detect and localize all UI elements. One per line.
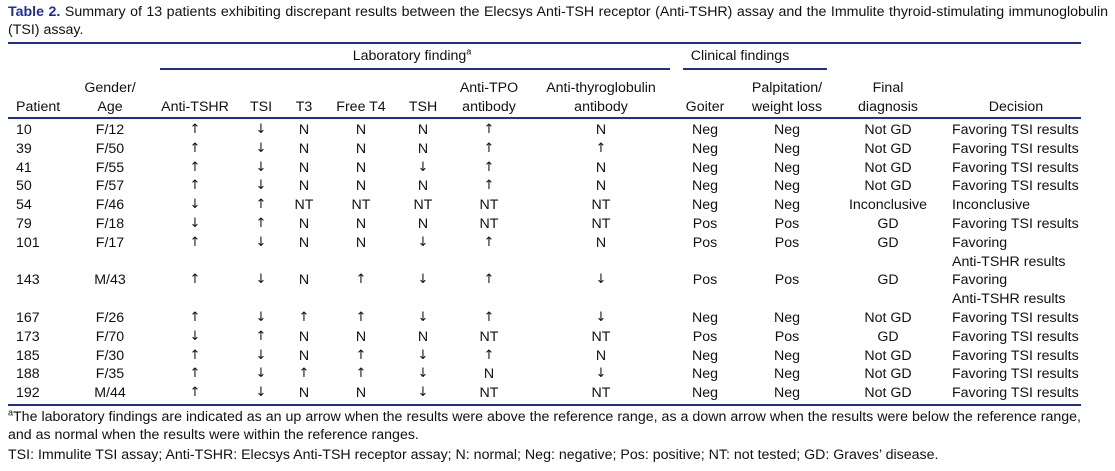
cell-palpitation: Neg (773, 197, 801, 214)
cell-patient: 192 (16, 385, 40, 402)
cell-patient: 10 (16, 122, 32, 138)
column-header-gender-age: Age (97, 98, 123, 115)
cell-anti-tg: ↓ (595, 272, 607, 288)
cell-goiter: Neg (691, 310, 719, 326)
column-header-palpitation: weight loss (751, 98, 823, 115)
group-line-clinical (683, 68, 827, 70)
cell-tsh: NT (413, 197, 433, 214)
cell-tsh: ↓ (417, 347, 429, 363)
cell-palpitation: Neg (773, 385, 801, 402)
cell-t3: ↑ (298, 366, 310, 382)
cell-tsi: ↓ (255, 178, 267, 194)
cell-free-t4: ↑ (355, 310, 367, 325)
cell-tsi: ↓ (255, 272, 267, 288)
cell-tsh: ↓ (417, 234, 429, 250)
column-header-tsi: TSI (249, 98, 273, 115)
cell-final-dx: Not GD (864, 347, 912, 364)
cell-t3: N (298, 328, 310, 345)
table-caption (8, 3, 1108, 39)
group-header-clinical: Clinical findings (690, 48, 790, 64)
cell-gender-age: F/46 (95, 197, 125, 214)
cell-gender-age: F/57 (95, 178, 125, 195)
cell-tsi: ↓ (255, 366, 267, 382)
cell-free-t4: N (355, 385, 367, 402)
cell-tsi: ↓ (255, 122, 267, 137)
cell-anti-tg: NT (591, 385, 611, 402)
cell-free-t4: NT (351, 197, 371, 214)
cell-anti-tg: NT (591, 197, 611, 214)
column-header-free-t4: Free T4 (336, 98, 386, 115)
cell-gender-age: M/44 (94, 385, 126, 402)
cell-t3: N (298, 159, 310, 176)
cell-tsi: ↓ (255, 159, 267, 175)
cell-final-dx: GD (877, 234, 899, 251)
cell-anti-tg: ↓ (595, 310, 607, 325)
cell-gender-age: F/18 (95, 216, 125, 232)
cell-tsi: ↑ (255, 197, 267, 213)
cell-decision: Anti-TSHR results (952, 291, 1066, 308)
cell-goiter: Neg (691, 178, 719, 195)
cell-anti-tg: N (595, 347, 607, 364)
cell-free-t4: N (355, 216, 367, 232)
cell-anti-tpo: ↑ (483, 178, 495, 194)
cell-anti-tpo: NT (479, 328, 499, 345)
cell-free-t4: N (355, 159, 367, 176)
cell-anti-tpo: NT (479, 216, 499, 232)
cell-decision: Favoring TSI results (952, 216, 1079, 232)
column-header-t3: T3 (295, 98, 313, 115)
cell-free-t4: ↑ (355, 272, 367, 288)
column-header-patient: Patient (16, 98, 61, 115)
cell-goiter: Neg (691, 122, 719, 138)
cell-final-dx: Not GD (864, 178, 912, 195)
cell-anti-tshr: ↑ (189, 159, 201, 175)
group-header-laboratory: Laboratory finding$^a$ (352, 46, 472, 64)
cell-tsh: N (417, 122, 429, 138)
cell-patient: 167 (16, 310, 40, 326)
cell-final-dx: GD (877, 216, 899, 232)
cell-goiter: Pos (692, 216, 718, 232)
cell-t3: N (298, 178, 310, 195)
cell-goiter: Neg (691, 159, 719, 176)
table-number: Table 2. (8, 4, 61, 20)
cell-decision: Favoring TSI results (952, 385, 1079, 402)
cell-goiter: Neg (691, 385, 719, 402)
cell-decision: Favoring (952, 234, 1008, 251)
cell-tsh: N (417, 178, 429, 195)
cell-anti-tshr: ↑ (189, 140, 201, 156)
cell-tsi: ↓ (255, 140, 267, 156)
cell-anti-tshr: ↑ (189, 347, 201, 363)
cell-patient: 41 (16, 159, 32, 176)
column-header-goiter: Goiter (685, 98, 725, 115)
column-header-anti-tg: antibody (574, 98, 628, 115)
cell-goiter: Pos (692, 328, 718, 345)
footnote-abbreviations: TSI: Immulite TSI assay; Anti-TSHR: Elecsys Anti-TSH receptor assay; N: normal; Neg: negative; Pos: positive; NT: not tested; GD: Graves’ disease. (8, 447, 939, 463)
cell-final-dx: GD (877, 272, 899, 289)
cell-anti-tpo: ↑ (483, 272, 495, 288)
cell-patient: 50 (16, 178, 32, 195)
footnote-a: $^a$The laboratory findings are indicated as an up arrow when the results were above the reference range, as a down arrow when the results were below the reference range, and as normal when the results were within the reference ranges. (8, 407, 1081, 443)
cell-anti-tpo: NT (479, 385, 499, 402)
cell-anti-tshr: ↓ (189, 216, 201, 231)
cell-anti-tpo: ↑ (483, 140, 495, 156)
cell-decision: Favoring TSI results (952, 328, 1079, 345)
cell-gender-age: F/17 (95, 234, 125, 251)
cell-final-dx: GD (877, 328, 899, 345)
cell-final-dx: Inconclusive (848, 197, 928, 214)
cell-t3: N (298, 122, 310, 138)
cell-palpitation: Neg (773, 347, 801, 364)
cell-gender-age: M/43 (94, 272, 126, 289)
cell-palpitation: Pos (774, 234, 800, 251)
cell-patient: 143 (16, 272, 40, 289)
cell-tsi: ↑ (255, 328, 267, 344)
cell-tsh: N (417, 328, 429, 345)
cell-anti-tshr: ↑ (189, 385, 201, 401)
cell-anti-tg: N (595, 178, 607, 195)
cell-anti-tpo: ↑ (483, 122, 495, 137)
cell-anti-tg: NT (591, 328, 611, 345)
cell-free-t4: N (355, 178, 367, 195)
cell-free-t4: ↑ (355, 347, 367, 363)
cell-tsh: ↓ (417, 310, 429, 325)
cell-decision: Inconclusive (952, 197, 1031, 214)
cell-final-dx: Not GD (864, 159, 912, 176)
cell-anti-tshr: ↓ (189, 197, 201, 213)
cell-anti-tpo: ↑ (483, 310, 495, 325)
cell-tsh: ↓ (417, 159, 429, 175)
cell-palpitation: Neg (773, 140, 801, 157)
cell-patient: 54 (16, 197, 32, 214)
cell-anti-tshr: ↑ (189, 122, 201, 137)
cell-anti-tpo: N (483, 366, 495, 383)
cell-anti-tg: N (595, 159, 607, 176)
cell-palpitation: Neg (773, 178, 801, 195)
cell-gender-age: F/35 (95, 366, 125, 383)
top-rule (8, 42, 1081, 44)
cell-tsi: ↓ (255, 385, 267, 401)
cell-anti-tg: ↓ (595, 366, 607, 382)
cell-free-t4: N (355, 140, 367, 157)
cell-free-t4: N (355, 234, 367, 251)
bottom-rule (8, 404, 1081, 406)
cell-patient: 79 (16, 216, 32, 232)
cell-decision: Favoring TSI results (952, 347, 1079, 364)
cell-gender-age: F/55 (95, 159, 125, 176)
column-header-final-dx: Final (872, 80, 904, 96)
cell-palpitation: Neg (773, 310, 801, 326)
cell-gender-age: F/30 (95, 347, 125, 364)
column-header-gender-age: Gender/ (84, 80, 136, 96)
cell-palpitation: Neg (773, 366, 801, 383)
cell-anti-tpo: ↑ (483, 347, 495, 363)
cell-decision: Favoring TSI results (952, 366, 1079, 383)
cell-anti-tshr: ↑ (189, 234, 201, 250)
cell-t3: N (298, 216, 310, 232)
cell-palpitation: Pos (774, 328, 800, 345)
cell-patient: 188 (16, 366, 40, 383)
cell-palpitation: Neg (773, 122, 801, 138)
group-line-laboratory (160, 68, 670, 70)
header-rule (8, 117, 1081, 119)
cell-anti-tpo: ↑ (483, 234, 495, 250)
cell-final-dx: Not GD (864, 122, 912, 138)
cell-final-dx: Not GD (864, 310, 912, 326)
cell-t3: N (298, 347, 310, 364)
cell-decision: Favoring (952, 272, 1008, 289)
cell-gender-age: F/12 (95, 122, 125, 138)
cell-decision: Favoring TSI results (952, 310, 1079, 326)
cell-free-t4: ↑ (355, 366, 367, 382)
cell-free-t4: N (355, 122, 367, 138)
column-header-anti-tg: Anti-thyroglobulin (546, 80, 656, 96)
cell-t3: N (298, 234, 310, 251)
cell-tsi: ↓ (255, 347, 267, 363)
cell-final-dx: Not GD (864, 140, 912, 157)
cell-anti-tshr: ↑ (189, 272, 201, 288)
cell-decision: Favoring TSI results (952, 159, 1079, 176)
cell-anti-tshr: ↑ (189, 178, 201, 194)
cell-patient: 173 (16, 328, 40, 345)
column-header-final-dx: diagnosis (858, 98, 918, 115)
cell-tsh: N (417, 140, 429, 157)
cell-anti-tshr: ↑ (189, 366, 201, 382)
cell-goiter: Pos (692, 234, 718, 251)
cell-decision: Favoring TSI results (952, 178, 1079, 195)
cell-goiter: Neg (691, 347, 719, 364)
column-header-decision: Decision (988, 98, 1044, 115)
cell-goiter: Neg (691, 366, 719, 383)
cell-patient: 185 (16, 347, 40, 364)
cell-tsi: ↓ (255, 310, 267, 325)
cell-tsh: N (417, 216, 429, 232)
cell-anti-tshr: ↓ (189, 328, 201, 344)
cell-gender-age: F/26 (95, 310, 125, 326)
cell-anti-tshr: ↑ (189, 310, 201, 325)
cell-t3: N (298, 385, 310, 402)
column-header-anti-tpo: Anti-TPO (459, 80, 519, 96)
cell-final-dx: Not GD (864, 366, 912, 383)
column-header-anti-tshr: Anti-TSHR (161, 98, 229, 115)
cell-palpitation: Pos (774, 272, 800, 289)
cell-goiter: Neg (691, 197, 719, 214)
cell-gender-age: F/70 (95, 328, 125, 345)
column-header-anti-tpo: antibody (462, 98, 516, 115)
cell-tsi: ↑ (255, 216, 267, 231)
cell-patient: 39 (16, 140, 32, 157)
cell-final-dx: Not GD (864, 385, 912, 402)
cell-tsh: ↓ (417, 385, 429, 401)
cell-t3: NT (294, 197, 314, 214)
cell-anti-tpo: ↑ (483, 159, 495, 175)
cell-anti-tpo: NT (479, 197, 499, 214)
cell-tsi: ↓ (255, 234, 267, 250)
cell-goiter: Pos (692, 272, 718, 289)
column-header-tsh: TSH (408, 98, 438, 115)
cell-tsh: ↓ (417, 366, 429, 382)
cell-patient: 101 (16, 234, 40, 251)
cell-palpitation: Neg (773, 159, 801, 176)
cell-anti-tg: ↑ (595, 140, 607, 156)
cell-tsh: ↓ (417, 272, 429, 288)
cell-decision: Favoring TSI results (952, 122, 1079, 138)
cell-t3: ↑ (298, 310, 310, 325)
cell-decision: Favoring TSI results (952, 140, 1079, 157)
cell-anti-tg: N (595, 234, 607, 251)
cell-decision: Anti-TSHR results (952, 253, 1066, 270)
cell-anti-tg: NT (591, 216, 611, 232)
cell-goiter: Neg (691, 140, 719, 157)
cell-t3: N (298, 140, 310, 157)
column-header-palpitation: Palpitation/ (751, 80, 823, 96)
cell-gender-age: F/50 (95, 140, 125, 157)
cell-anti-tg: N (595, 122, 607, 138)
caption-text: Summary of 13 patients exhibiting discrepant results between the Elecsys Anti-TSH receptor (Anti-TSHR) assay and the Immulite thyroid-stimulating immunoglobulin (TSI) assay. (8, 4, 1108, 38)
cell-t3: N (298, 272, 310, 289)
cell-palpitation: Pos (774, 216, 800, 232)
cell-free-t4: N (355, 328, 367, 345)
